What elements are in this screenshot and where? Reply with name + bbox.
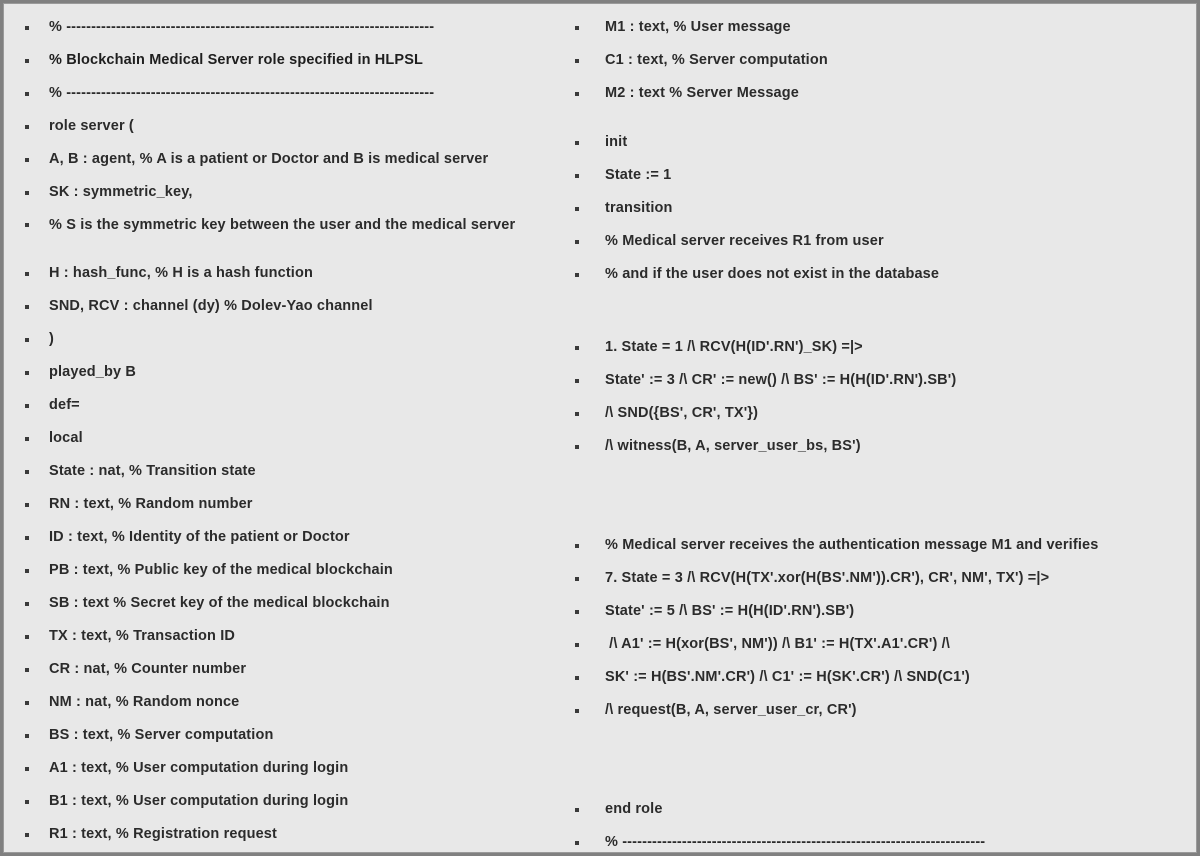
list-item (563, 826, 1200, 856)
list-item (3, 686, 563, 719)
bullet-icon (25, 125, 29, 129)
code-line: B1 : text, % User computation during login (49, 793, 349, 809)
bullet-icon (575, 412, 579, 416)
list-item (563, 628, 1200, 661)
code-line: % Medical server receives the authentication message M1 and verifies (605, 537, 1099, 553)
list-item (3, 44, 563, 77)
list-item (563, 793, 1200, 826)
code-line: role server ( (49, 118, 134, 134)
left-bullet-list (3, 11, 563, 851)
code-line: % and if the user does not exist in the database (605, 266, 940, 282)
bullet-icon (575, 141, 579, 145)
code-line: 1. State = 1 /\ RCV(H(ID'.RN')_SK) =|> (605, 339, 863, 355)
code-line: M2 : text % Server Message (605, 85, 799, 101)
list-item (563, 159, 1200, 192)
bullet-icon (25, 305, 29, 309)
list-item (563, 77, 1200, 110)
list-item (3, 110, 563, 143)
spacer-row (563, 760, 1200, 793)
code-line: PB : text, % Public key of the medical blockchain (49, 562, 393, 578)
bullet-icon (575, 709, 579, 713)
list-item (3, 290, 563, 323)
list-item (3, 521, 563, 554)
bullet-icon (575, 174, 579, 178)
bullet-icon (25, 602, 29, 606)
code-line: % ------------------------------------------------------------------------- (605, 834, 986, 850)
bullet-icon (25, 536, 29, 540)
code-line: M1 : text, % User message (605, 19, 791, 35)
list-item (3, 422, 563, 455)
bullet-icon (575, 379, 579, 383)
code-line: RN : text, % Random number (49, 496, 253, 512)
code-line: /\ witness(B, A, server_user_bs, BS') (605, 438, 861, 454)
list-item (3, 719, 563, 752)
code-line: % -------------------------------------------------------------------------- (49, 19, 435, 35)
code-line: local (49, 430, 83, 446)
bullet-icon (25, 800, 29, 804)
list-item (3, 389, 563, 422)
bullet-icon (575, 841, 579, 845)
bullet-icon (25, 635, 29, 639)
bullet-icon (25, 26, 29, 30)
list-item (3, 785, 563, 818)
code-line: end role (605, 801, 663, 817)
code-line: R1 : text, % Registration request (49, 826, 277, 842)
bullet-icon (575, 346, 579, 350)
spacer-row (563, 727, 1200, 760)
code-line: C1 : text, % Server computation (605, 52, 828, 68)
bullet-icon (25, 503, 29, 507)
two-column-layout (3, 3, 1200, 856)
bullet-icon (25, 833, 29, 837)
list-item (563, 694, 1200, 727)
left-code-column (3, 3, 563, 851)
bullet-icon (25, 59, 29, 63)
list-item (563, 126, 1200, 159)
code-line: 7. State = 3 /\ RCV(H(TX'.xor(H(BS'.NM')).CR'), CR', NM', TX') =|> (605, 570, 1050, 586)
code-line: State' := 3 /\ CR' := new() /\ BS' := H(H(ID'.RN').SB') (605, 372, 957, 388)
list-item (3, 143, 563, 176)
code-line: TX : text, % Transaction ID (49, 628, 236, 644)
list-item (3, 488, 563, 521)
bullet-icon (25, 404, 29, 408)
list-item (3, 455, 563, 488)
bullet-icon (25, 668, 29, 672)
spacer-row (563, 110, 1200, 126)
list-item (3, 209, 563, 257)
code-line: State := 1 (605, 167, 672, 183)
list-item (3, 620, 563, 653)
code-line: /\ A1' := H(xor(BS', NM')) /\ B1' := H(TX'.A1'.CR') /\ (605, 636, 950, 652)
list-item (563, 529, 1200, 562)
list-item (3, 77, 563, 110)
code-line: def= (49, 397, 80, 413)
code-line: NM : nat, % Random nonce (49, 694, 240, 710)
bullet-icon (575, 643, 579, 647)
code-line: SND, RCV : channel (dy) % Dolev-Yao channel (49, 298, 373, 314)
list-item (563, 225, 1200, 258)
bullet-icon (575, 240, 579, 244)
code-line: /\ SND({BS', CR', TX'}) (605, 405, 759, 421)
bullet-icon (575, 676, 579, 680)
bullet-icon (25, 92, 29, 96)
spacer-row (563, 463, 1200, 529)
list-item (563, 430, 1200, 463)
bullet-icon (25, 191, 29, 195)
bullet-icon (575, 59, 579, 63)
bullet-icon (575, 26, 579, 30)
list-item (563, 44, 1200, 77)
code-line: CR : nat, % Counter number (49, 661, 247, 677)
list-item (3, 752, 563, 785)
bullet-icon (575, 445, 579, 449)
code-line: SB : text % Secret key of the medical blockchain (49, 595, 390, 611)
list-item (3, 356, 563, 389)
bullet-icon (575, 207, 579, 211)
bullet-icon (575, 273, 579, 277)
list-item (3, 11, 563, 44)
list-item (3, 587, 563, 620)
list-item (563, 258, 1200, 291)
code-line: State' := 5 /\ BS' := H(H(ID'.RN').SB') (605, 603, 855, 619)
bullet-icon (25, 338, 29, 342)
spacer-row (563, 291, 1200, 331)
code-line: % S is the symmetric key between the user and the medical server (49, 217, 516, 233)
code-line: A, B : agent, % A is a patient or Doctor and B is medical server (49, 151, 489, 167)
code-line: SK : symmetric_key, (49, 184, 193, 200)
list-item (563, 595, 1200, 628)
list-item (563, 192, 1200, 225)
list-item (3, 257, 563, 290)
list-item (563, 397, 1200, 430)
bullet-icon (575, 577, 579, 581)
bullet-icon (575, 92, 579, 96)
bullet-icon (25, 734, 29, 738)
bullet-icon (25, 569, 29, 573)
code-line: BS : text, % Server computation (49, 727, 274, 743)
bullet-icon (25, 272, 29, 276)
code-line: ) (49, 331, 54, 347)
list-item (563, 331, 1200, 364)
code-line: H : hash_func, % H is a hash function (49, 265, 313, 281)
list-item (3, 818, 563, 851)
code-line: /\ request(B, A, server_user_cr, CR') (605, 702, 857, 718)
list-item (3, 323, 563, 356)
bullet-icon (25, 437, 29, 441)
bullet-icon (25, 158, 29, 162)
code-line: SK' := H(BS'.NM'.CR') /\ C1' := H(SK'.CR') /\ SND(C1') (605, 669, 970, 685)
code-line: A1 : text, % User computation during login (49, 760, 349, 776)
code-line: ID : text, % Identity of the patient or Doctor (49, 529, 350, 545)
list-item (563, 562, 1200, 595)
code-line: State : nat, % Transition state (49, 463, 256, 479)
bullet-icon (25, 767, 29, 771)
bullet-icon (25, 371, 29, 375)
code-line: % -------------------------------------------------------------------------- (49, 85, 435, 101)
code-line: transition (605, 200, 673, 216)
bullet-icon (575, 808, 579, 812)
bullet-icon (575, 610, 579, 614)
code-line: % Medical server receives R1 from user (605, 233, 884, 249)
list-item (563, 661, 1200, 694)
bullet-icon (25, 223, 29, 227)
code-line: played_by B (49, 364, 137, 380)
right-bullet-list (563, 11, 1200, 856)
list-item (3, 176, 563, 209)
list-item (3, 554, 563, 587)
list-item (3, 653, 563, 686)
list-item (563, 364, 1200, 397)
code-line: init (605, 134, 628, 150)
bullet-icon (25, 470, 29, 474)
bullet-icon (25, 701, 29, 705)
code-line: % Blockchain Medical Server role specified in HLPSL (49, 52, 424, 68)
list-item (563, 11, 1200, 44)
bullet-icon (575, 544, 579, 548)
right-code-column (563, 3, 1200, 856)
